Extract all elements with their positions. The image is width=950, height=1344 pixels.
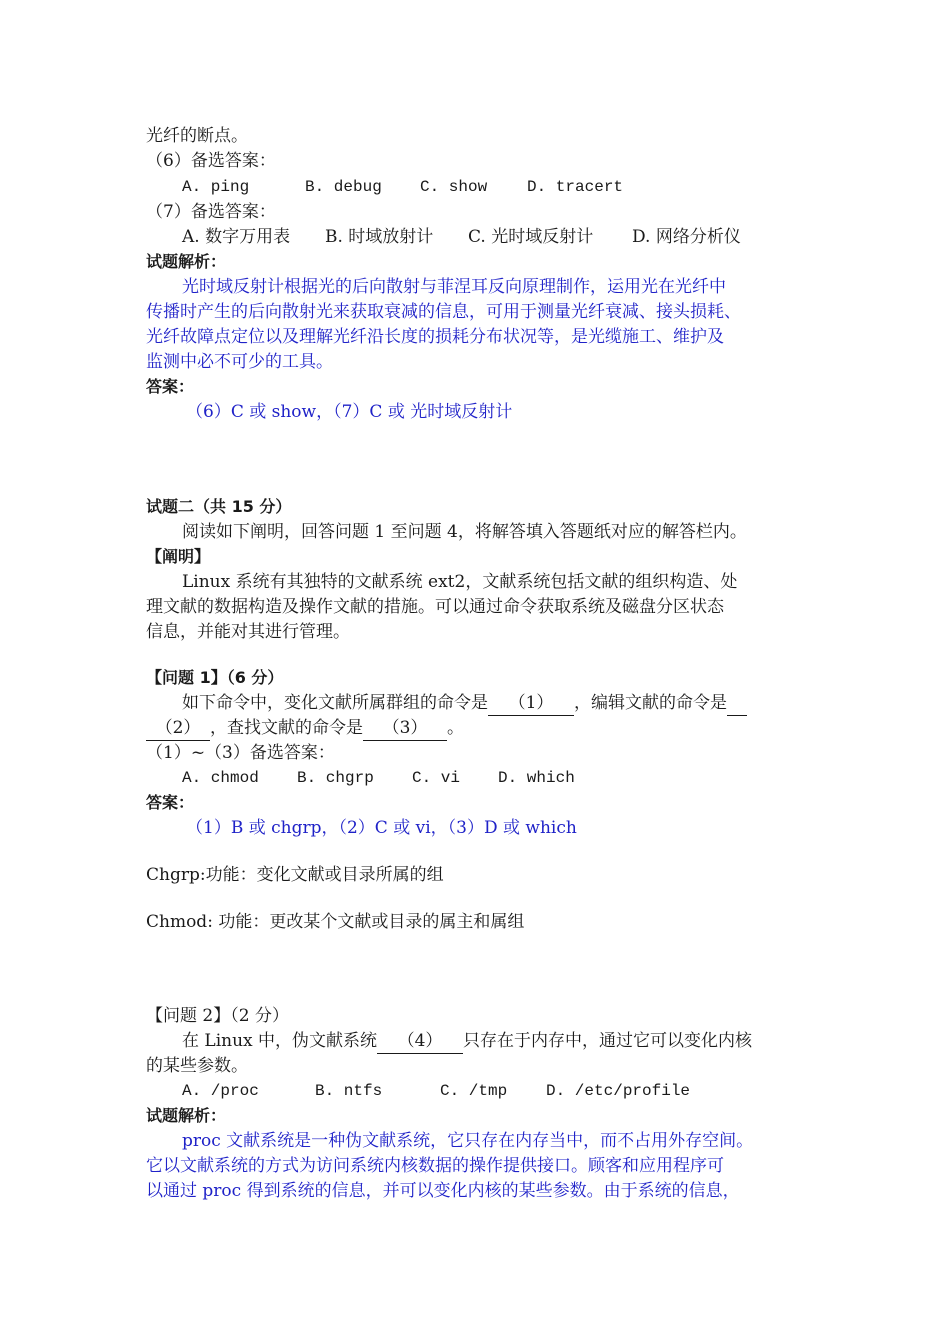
explanation-line: 光纤故障点定位以及理解光纤沿长度的损耗分布状况等，是光缆施工、维护及 — [146, 327, 724, 347]
description-line: Linux 系统有其独特的文献系统 ext2，文献系统包括文献的组织构造、处 — [182, 572, 738, 592]
answer-heading: 答案： — [146, 377, 195, 396]
option-2b: B. ntfs — [315, 1082, 383, 1100]
note-line: Chgrp:功能：变化文献或目录所属的组 — [146, 865, 444, 885]
problem-2-line: 在 Linux 中，伪文献系统 （4） 只存在于内存中，通过它可以变化内核 — [182, 1029, 752, 1054]
option-7c: C. 光时域反射计 — [468, 227, 594, 247]
answer-blank-2-start — [727, 691, 747, 716]
text-line: 光纤的断点。 — [146, 126, 248, 146]
description-line: 理文献的数据构造及操作文献的措施。可以通过命令获取系统及磁盘分区状态 — [146, 597, 724, 617]
option-2a: A. /proc — [182, 1082, 259, 1100]
option-1c: C. vi — [412, 769, 461, 787]
option-7b: B. 时域放射计 — [325, 227, 434, 247]
explanation-line: 传播时产生的后向散射光来获取衰减的信息，可用于测量光纤衰减、接头损耗、 — [146, 302, 741, 322]
option-1b: B. chgrp — [297, 769, 374, 787]
option-2c: C. /tmp — [440, 1082, 508, 1100]
option-6c: C. show — [420, 178, 488, 196]
section-heading: 试题解析： — [146, 1106, 227, 1125]
question-title: 试题二（共 15 分） — [146, 497, 292, 516]
problem-2-title: 【问题 2】（2 分） — [146, 1006, 289, 1026]
answer-blank-2: （2） — [146, 716, 210, 741]
section-heading: 试题解析： — [146, 252, 227, 271]
problem-1-title: 【问题 1】（6 分） — [146, 668, 284, 687]
explanation-line: proc 文献系统是一种伪文献系统，它只存在内存当中，而不占用外存空间。 — [182, 1131, 754, 1151]
answer-blank-4: （4） — [377, 1029, 463, 1054]
answer-text: （6）C 或 show，（7）C 或 光时域反射计 — [186, 402, 513, 422]
option-1a: A. chmod — [182, 769, 259, 787]
problem-1-line: （2） ，查找文献的命令是 （3） 。 — [146, 716, 464, 741]
option-7d: D. 网络分析仪 — [632, 227, 741, 247]
choices-header-7: （7）备选答案： — [146, 202, 276, 222]
explanation-line: 它以文献系统的方式为访问系统内核数据的操作提供接口。顾客和应用程序可 — [146, 1156, 724, 1176]
option-6d: D. tracert — [527, 178, 624, 196]
choices-header-6: （6）备选答案： — [146, 151, 276, 171]
answer-heading: 答案： — [146, 793, 195, 812]
explanation-line: 以通过 proc 得到系统的信息，并可以变化内核的某些参数。由于系统的信息， — [146, 1181, 740, 1201]
problem-2-line: 的某些参数。 — [146, 1056, 248, 1076]
explanation-line: 光时域反射计根据光的后向散射与菲涅耳反向原理制作，运用光在光纤中 — [182, 277, 726, 297]
problem-1-line: 如下命令中，变化文献所属群组的命令是 （1） ，编辑文献的命令是 — [182, 691, 747, 716]
explanation-line: 监测中必不可少的工具。 — [146, 352, 333, 372]
option-6a: A. ping — [182, 178, 250, 196]
description-heading: 【阐明】 — [146, 547, 211, 566]
question-intro: 阅读如下阐明，回答问题 1 至问题 4，将解答填入答题纸对应的解答栏内。 — [182, 522, 747, 542]
choices-header-1-3: （1）~（3）备选答案： — [146, 743, 335, 763]
option-1d: D. which — [498, 769, 575, 787]
option-7a: A. 数字万用表 — [182, 227, 291, 247]
answer-blank-1: （1） — [488, 691, 574, 716]
note-line: Chmod: 功能：更改某个文献或目录的属主和属组 — [146, 912, 525, 932]
description-line: 信息，并能对其进行管理。 — [146, 622, 350, 642]
answer-blank-3: （3） — [363, 716, 447, 741]
answer-text: （1）B 或 chgrp，（2）C 或 vi，（3）D 或 which — [186, 818, 577, 838]
option-6b: B. debug — [305, 178, 382, 196]
option-2d: D. /etc/profile — [546, 1082, 691, 1100]
